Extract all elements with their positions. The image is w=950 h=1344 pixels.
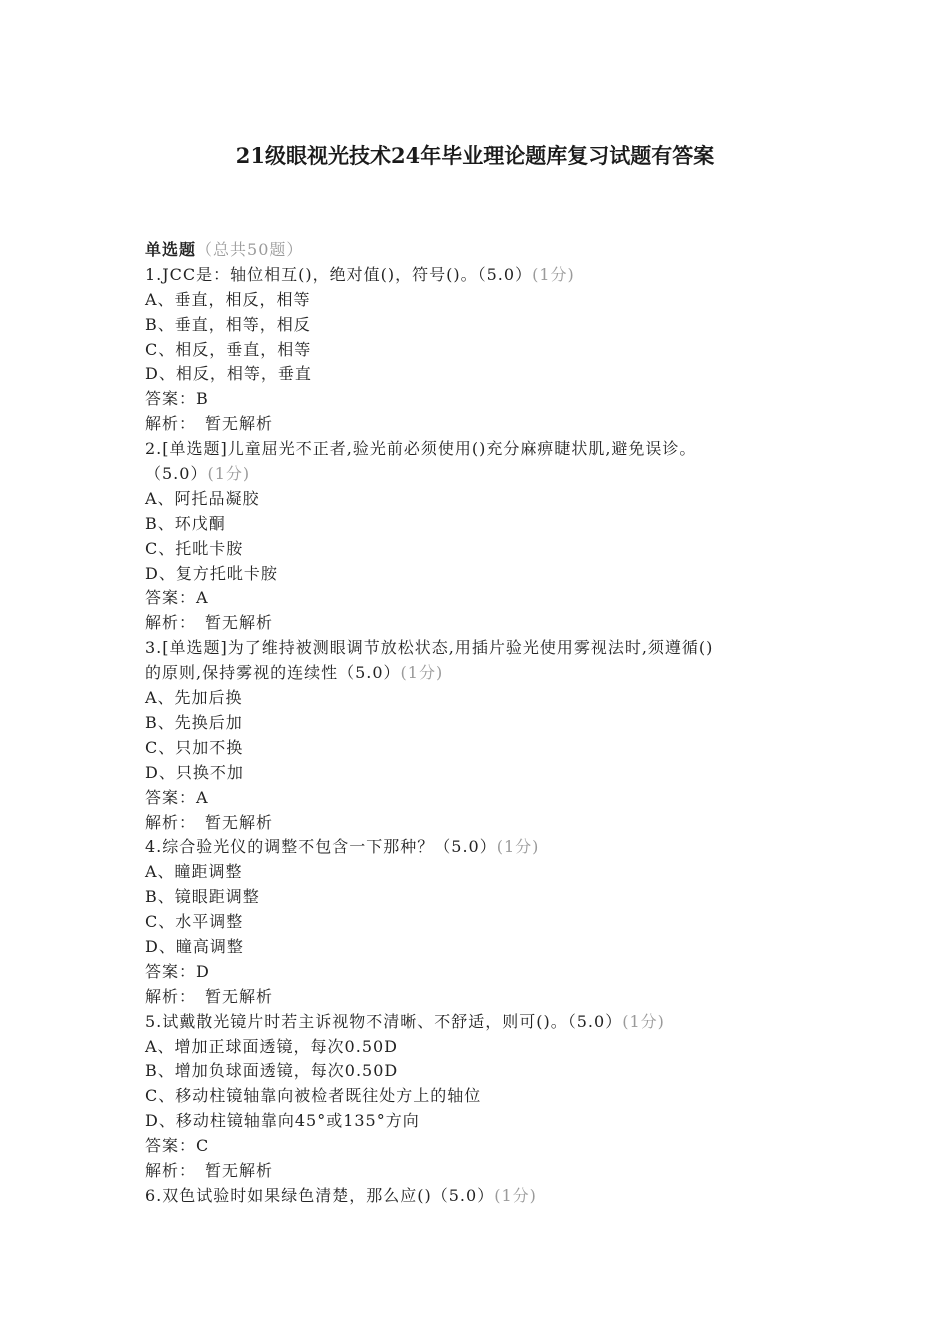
option-a: A、垂直，相反，相等	[145, 289, 311, 309]
question-6	[145, 1184, 815, 1209]
question-stem	[145, 1010, 815, 1035]
option-b: B、垂直，相等，相反	[145, 314, 311, 334]
question-stem: 3.[单选题]为了维持被测眼调节放松状态,用插片验光使用雾视法时,须遵循()	[145, 638, 714, 658]
option-c: C、水平调整	[145, 912, 244, 932]
question-stem: 2.[单选题]儿童屈光不正者,验光前必须使用()充分麻痹睫状肌,避免误诊。	[145, 439, 697, 459]
question-points: (1分)	[622, 1011, 665, 1031]
answer: 答案：A	[145, 787, 209, 807]
section-count: （总共50题）	[196, 240, 304, 259]
analysis: 解析： 暂无解析	[145, 414, 274, 434]
question-points: (1分)	[400, 663, 444, 683]
question-points: (1分)	[496, 837, 540, 857]
question-5	[145, 1010, 815, 1184]
question-points: (1分)	[494, 1185, 537, 1205]
option-b: B、增加负球面透镜，每次0.50D	[145, 1061, 399, 1081]
option-b: B、环戊酮	[145, 513, 226, 533]
option-a: A、增加正球面透镜，每次0.50D	[145, 1036, 399, 1056]
question-text: 6.双色试验时如果绿色清楚，那么应()（5.0）	[145, 1185, 495, 1205]
question-stem	[145, 263, 815, 288]
option-a: A、先加后换	[145, 688, 243, 708]
answer: 答案：C	[145, 1136, 210, 1156]
question-list	[145, 238, 815, 1209]
analysis: 解析： 暂无解析	[145, 1160, 274, 1180]
question-text: 5.试戴散光镜片时若主诉视物不清晰、不舒适，则可()。（5.0）	[145, 1011, 623, 1031]
question-1	[145, 263, 815, 437]
section-label: 单选题	[145, 240, 197, 259]
analysis: 解析： 暂无解析	[145, 986, 274, 1006]
option-d: D、瞳高调整	[145, 936, 244, 956]
document-title: 21级眼视光技术24年毕业理论题库复习试题有答案	[235, 143, 715, 168]
question-3	[145, 636, 815, 835]
answer: 答案：B	[145, 389, 209, 409]
question-stem-continued	[145, 661, 815, 686]
option-c: C、移动柱镜轴靠向被检者既往处方上的轴位	[145, 1086, 482, 1106]
question-4	[145, 835, 815, 1009]
question-text: 1.JCC是：轴位相互()，绝对值()，符号()。	[145, 264, 478, 284]
answer: 答案：A	[145, 588, 209, 608]
question-points: (1分)	[532, 264, 575, 284]
option-b: B、先换后加	[145, 712, 243, 732]
option-d: D、只换不加	[145, 762, 244, 782]
option-c: C、相反，垂直，相等	[145, 339, 312, 359]
question-stem	[145, 835, 815, 860]
question-text: 4.综合验光仪的调整不包含一下那种？（5.0）	[145, 837, 497, 857]
option-c: C、只加不换	[145, 737, 244, 757]
option-d: D、复方托吡卡胺	[145, 563, 278, 583]
question-stem	[145, 1184, 815, 1209]
option-d: D、移动柱镜轴靠向45°或135°方向	[145, 1111, 420, 1131]
answer: 答案：D	[145, 961, 210, 981]
question-text: 的原则,保持雾视的连续性（5.0）	[145, 663, 401, 683]
question-stem-continued	[145, 462, 815, 487]
question-score: （5.0）	[477, 264, 533, 284]
option-b: B、镜眼距调整	[145, 887, 260, 907]
option-c: C、托吡卡胺	[145, 538, 244, 558]
analysis: 解析： 暂无解析	[145, 613, 274, 633]
question-2	[145, 437, 815, 636]
option-d: D、相反，相等，垂直	[145, 364, 312, 384]
option-a: A、瞳距调整	[145, 862, 243, 882]
question-score: （5.0）	[145, 464, 208, 484]
question-points: (1分)	[207, 464, 251, 484]
option-a: A、阿托品凝胶	[145, 488, 260, 508]
section-heading	[145, 238, 815, 263]
analysis: 解析： 暂无解析	[145, 812, 274, 832]
